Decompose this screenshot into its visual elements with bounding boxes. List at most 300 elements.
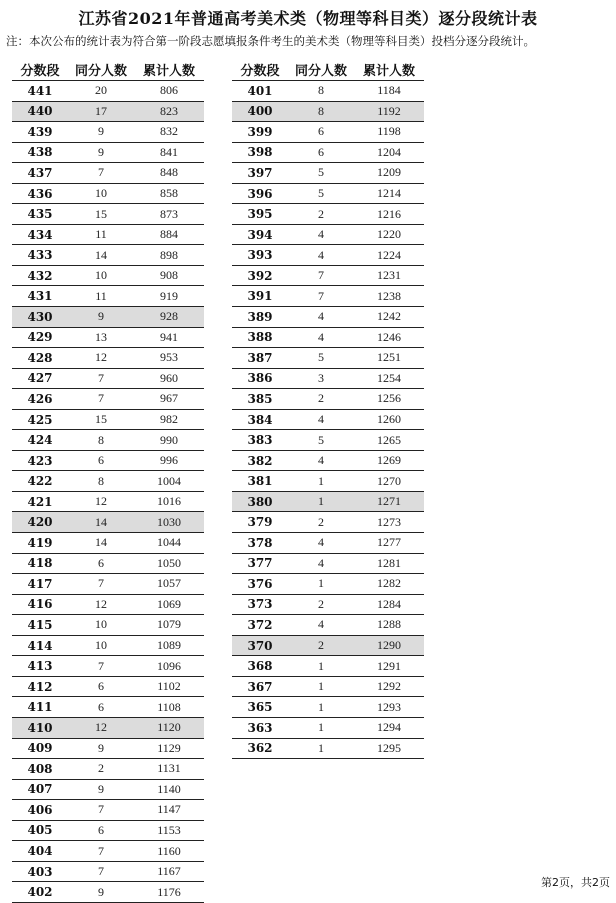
same-count-cell: 8 bbox=[98, 432, 104, 447]
score-cell: 410 bbox=[27, 720, 53, 735]
score-cell: 393 bbox=[247, 248, 273, 263]
table-row bbox=[232, 266, 424, 287]
score-cell: 408 bbox=[27, 761, 53, 776]
header-cumulative: 累计人数 bbox=[362, 63, 415, 79]
same-count-cell: 4 bbox=[318, 555, 324, 570]
same-count-cell: 8 bbox=[318, 83, 324, 98]
score-cell: 438 bbox=[27, 145, 53, 160]
same-count-cell: 6 bbox=[98, 679, 104, 694]
table-row bbox=[12, 410, 204, 431]
cumulative-cell: 1120 bbox=[157, 720, 181, 735]
table-note: 注：本次公布的统计表为符合第一阶段志愿填报条件考生的美术类（物理等科目类）投档分逐分段统计。 bbox=[6, 34, 535, 48]
cumulative-cell: 919 bbox=[160, 288, 178, 303]
same-count-cell: 5 bbox=[318, 186, 324, 200]
cumulative-cell: 873 bbox=[160, 206, 178, 221]
table-row bbox=[12, 307, 204, 328]
same-count-cell: 4 bbox=[318, 617, 324, 632]
cumulative-cell: 1271 bbox=[377, 494, 401, 509]
score-cell: 402 bbox=[27, 885, 53, 900]
table-row bbox=[12, 163, 204, 184]
same-count-cell: 1 bbox=[318, 679, 324, 694]
cumulative-cell: 1265 bbox=[377, 432, 401, 447]
score-cell: 409 bbox=[27, 741, 53, 756]
score-cell: 397 bbox=[247, 165, 273, 180]
same-count-cell: 6 bbox=[98, 555, 104, 570]
table-row bbox=[232, 348, 424, 369]
score-cell: 406 bbox=[27, 802, 53, 817]
cumulative-cell: 1282 bbox=[377, 576, 401, 591]
cumulative-cell: 1176 bbox=[157, 884, 181, 899]
same-count-cell: 9 bbox=[98, 124, 104, 139]
same-count-cell: 5 bbox=[318, 350, 324, 365]
table-row bbox=[12, 615, 204, 636]
same-count-cell: 7 bbox=[98, 165, 104, 180]
score-cell: 395 bbox=[247, 207, 273, 222]
cumulative-cell: 1204 bbox=[377, 144, 401, 159]
cumulative-cell: 1269 bbox=[377, 453, 401, 468]
table-row bbox=[12, 882, 204, 903]
same-count-cell: 10 bbox=[95, 268, 107, 283]
same-count-cell: 14 bbox=[95, 514, 107, 529]
same-count-cell: 7 bbox=[98, 391, 104, 406]
table-row bbox=[232, 143, 424, 164]
table-row bbox=[12, 800, 204, 821]
same-count-cell: 14 bbox=[95, 535, 107, 550]
table-row bbox=[232, 410, 424, 431]
table-row bbox=[232, 328, 424, 349]
score-cell: 362 bbox=[247, 741, 273, 756]
cumulative-cell: 1284 bbox=[377, 596, 401, 611]
same-count-cell: 6 bbox=[98, 699, 104, 714]
same-count-cell: 6 bbox=[98, 453, 104, 468]
cumulative-cell: 1260 bbox=[377, 412, 401, 427]
same-count-cell: 9 bbox=[98, 884, 104, 899]
score-cell: 437 bbox=[27, 165, 53, 180]
score-cell: 426 bbox=[27, 391, 53, 406]
header-same-count: 同分人数 bbox=[294, 63, 347, 79]
score-cell: 378 bbox=[247, 535, 273, 550]
same-count-cell: 8 bbox=[98, 473, 104, 488]
score-cell: 421 bbox=[27, 494, 53, 509]
table-row bbox=[12, 533, 204, 554]
cumulative-cell: 1290 bbox=[377, 638, 401, 653]
score-cell: 414 bbox=[27, 638, 53, 653]
same-count-cell: 15 bbox=[95, 206, 107, 221]
table-row bbox=[232, 451, 424, 472]
cumulative-cell: 1292 bbox=[377, 679, 401, 694]
table-row bbox=[12, 204, 204, 225]
table-row bbox=[12, 266, 204, 287]
cumulative-cell: 967 bbox=[160, 391, 178, 406]
same-count-cell: 9 bbox=[98, 144, 104, 159]
cumulative-cell: 823 bbox=[160, 103, 178, 118]
table-row bbox=[12, 718, 204, 739]
score-cell: 403 bbox=[27, 864, 53, 879]
same-count-cell: 5 bbox=[318, 432, 324, 447]
cumulative-cell: 1295 bbox=[377, 740, 401, 755]
cumulative-cell: 1224 bbox=[377, 247, 401, 262]
cumulative-cell: 982 bbox=[160, 412, 178, 427]
header-cumulative: 累计人数 bbox=[142, 63, 195, 79]
cumulative-cell: 1294 bbox=[377, 720, 401, 735]
table-row bbox=[12, 430, 204, 451]
score-cell: 387 bbox=[247, 350, 273, 365]
table-row bbox=[12, 636, 204, 657]
same-count-cell: 12 bbox=[95, 350, 107, 365]
table-row bbox=[232, 656, 424, 677]
score-cell: 413 bbox=[27, 659, 53, 674]
same-count-cell: 10 bbox=[95, 617, 107, 632]
same-count-cell: 7 bbox=[98, 802, 104, 817]
score-cell: 411 bbox=[27, 700, 53, 715]
same-count-cell: 9 bbox=[98, 309, 104, 324]
score-cell: 394 bbox=[247, 227, 273, 242]
same-count-cell: 15 bbox=[95, 412, 107, 427]
table-row bbox=[232, 102, 424, 123]
cumulative-cell: 1129 bbox=[157, 740, 181, 755]
same-count-cell: 10 bbox=[95, 638, 107, 653]
table-row bbox=[232, 389, 424, 410]
table-row bbox=[12, 389, 204, 410]
cumulative-cell: 941 bbox=[160, 329, 178, 344]
table-row bbox=[12, 471, 204, 492]
score-cell: 429 bbox=[27, 330, 53, 345]
score-cell: 389 bbox=[247, 309, 273, 324]
cumulative-cell: 1281 bbox=[377, 555, 401, 570]
same-count-cell: 6 bbox=[98, 822, 104, 837]
cumulative-cell: 1102 bbox=[157, 679, 181, 694]
same-count-cell: 1 bbox=[318, 720, 324, 735]
score-cell: 365 bbox=[247, 700, 273, 715]
table-row bbox=[12, 122, 204, 143]
score-cell: 373 bbox=[247, 597, 273, 612]
same-count-cell: 2 bbox=[318, 206, 324, 221]
same-count-cell: 2 bbox=[98, 761, 104, 776]
table-row bbox=[232, 307, 424, 328]
table-header bbox=[12, 58, 204, 81]
table-row bbox=[12, 841, 204, 862]
score-cell: 372 bbox=[247, 617, 273, 632]
same-count-cell: 6 bbox=[318, 144, 324, 159]
cumulative-cell: 884 bbox=[160, 227, 178, 242]
score-cell: 433 bbox=[27, 248, 53, 263]
same-count-cell: 1 bbox=[318, 576, 324, 591]
table-row bbox=[12, 225, 204, 246]
score-cell: 435 bbox=[27, 207, 53, 222]
table-row bbox=[12, 512, 204, 533]
same-count-cell: 4 bbox=[318, 227, 324, 242]
score-cell: 427 bbox=[27, 371, 53, 386]
cumulative-cell: 1167 bbox=[157, 864, 181, 879]
same-count-cell: 5 bbox=[318, 165, 324, 180]
same-count-cell: 7 bbox=[98, 864, 104, 879]
same-count-cell: 13 bbox=[95, 329, 107, 344]
cumulative-cell: 908 bbox=[160, 268, 178, 283]
table-row bbox=[232, 369, 424, 390]
table-header bbox=[232, 58, 424, 81]
cumulative-cell: 996 bbox=[160, 453, 178, 468]
cumulative-cell: 1057 bbox=[157, 576, 181, 591]
cumulative-cell: 1277 bbox=[377, 535, 401, 550]
table-row bbox=[12, 492, 204, 513]
table-row bbox=[12, 328, 204, 349]
same-count-cell: 1 bbox=[318, 494, 324, 509]
same-count-cell: 1 bbox=[318, 473, 324, 488]
same-count-cell: 1 bbox=[318, 699, 324, 714]
score-cell: 425 bbox=[27, 412, 53, 427]
table-row bbox=[232, 81, 424, 102]
cumulative-cell: 1273 bbox=[377, 514, 401, 529]
cumulative-cell: 1140 bbox=[157, 781, 181, 796]
score-cell: 385 bbox=[247, 391, 273, 406]
table-row bbox=[232, 122, 424, 143]
table-row bbox=[12, 184, 204, 205]
cumulative-cell: 1246 bbox=[377, 329, 401, 344]
same-count-cell: 2 bbox=[318, 391, 324, 406]
score-cell: 431 bbox=[27, 289, 53, 304]
score-cell: 392 bbox=[247, 268, 273, 283]
cumulative-cell: 1050 bbox=[157, 555, 181, 570]
score-cell: 407 bbox=[27, 782, 53, 797]
same-count-cell: 6 bbox=[318, 124, 324, 139]
cumulative-cell: 1108 bbox=[157, 699, 181, 714]
table-row bbox=[232, 615, 424, 636]
score-cell: 368 bbox=[247, 659, 273, 674]
cumulative-cell: 1160 bbox=[157, 843, 181, 858]
table-body bbox=[12, 81, 204, 903]
score-cell: 436 bbox=[27, 186, 53, 201]
table-row bbox=[232, 225, 424, 246]
table-row bbox=[232, 636, 424, 657]
score-cell: 376 bbox=[247, 576, 273, 591]
table-row bbox=[232, 718, 424, 739]
table-row bbox=[12, 821, 204, 842]
cumulative-cell: 898 bbox=[160, 247, 178, 262]
page-number: 第2页，共2页 bbox=[541, 876, 610, 889]
score-cell: 412 bbox=[27, 679, 53, 694]
score-cell: 396 bbox=[247, 186, 273, 201]
score-cell: 432 bbox=[27, 268, 53, 283]
table-row bbox=[12, 574, 204, 595]
cumulative-cell: 1291 bbox=[377, 658, 401, 673]
table-row bbox=[232, 697, 424, 718]
header-same-count: 同分人数 bbox=[74, 63, 127, 79]
score-cell: 380 bbox=[247, 494, 273, 509]
cumulative-cell: 1209 bbox=[377, 165, 401, 180]
cumulative-cell: 832 bbox=[160, 124, 178, 139]
same-count-cell: 12 bbox=[95, 494, 107, 509]
table-row bbox=[232, 286, 424, 307]
table-row bbox=[12, 862, 204, 883]
table-row bbox=[12, 739, 204, 760]
score-cell: 382 bbox=[247, 453, 273, 468]
score-cell: 416 bbox=[27, 597, 53, 612]
table-row bbox=[232, 430, 424, 451]
header-score: 分数段 bbox=[240, 63, 280, 79]
table-row bbox=[232, 512, 424, 533]
cumulative-cell: 1216 bbox=[377, 206, 401, 221]
same-count-cell: 2 bbox=[318, 514, 324, 529]
cumulative-cell: 1231 bbox=[377, 268, 401, 283]
same-count-cell: 11 bbox=[95, 288, 107, 303]
cumulative-cell: 953 bbox=[160, 350, 178, 365]
table-row bbox=[12, 451, 204, 472]
table-row bbox=[12, 245, 204, 266]
table-row bbox=[12, 677, 204, 698]
same-count-cell: 2 bbox=[318, 638, 324, 653]
same-count-cell: 4 bbox=[318, 453, 324, 468]
cumulative-cell: 806 bbox=[160, 83, 178, 98]
same-count-cell: 11 bbox=[95, 227, 107, 242]
score-cell: 367 bbox=[247, 679, 273, 694]
table-row bbox=[12, 759, 204, 780]
table-row bbox=[12, 656, 204, 677]
score-cell: 424 bbox=[27, 433, 53, 448]
cumulative-cell: 1192 bbox=[377, 103, 401, 118]
score-cell: 391 bbox=[247, 289, 273, 304]
score-cell: 419 bbox=[27, 535, 53, 550]
same-count-cell: 14 bbox=[95, 247, 107, 262]
cumulative-cell: 1044 bbox=[157, 535, 181, 550]
cumulative-cell: 1220 bbox=[377, 227, 401, 242]
table-body bbox=[232, 81, 424, 759]
score-cell: 370 bbox=[247, 638, 273, 653]
cumulative-cell: 1030 bbox=[157, 514, 181, 529]
table-row bbox=[232, 595, 424, 616]
table-row bbox=[12, 143, 204, 164]
cumulative-cell: 960 bbox=[160, 370, 178, 385]
same-count-cell: 4 bbox=[318, 412, 324, 427]
cumulative-cell: 1153 bbox=[157, 822, 181, 837]
same-count-cell: 1 bbox=[318, 658, 324, 673]
same-count-cell: 9 bbox=[98, 740, 104, 755]
cumulative-cell: 848 bbox=[160, 165, 178, 180]
table-row bbox=[12, 369, 204, 390]
score-cell: 401 bbox=[247, 83, 273, 98]
score-cell: 379 bbox=[247, 515, 273, 530]
score-cell: 399 bbox=[247, 124, 273, 139]
table-row bbox=[232, 554, 424, 575]
same-count-cell: 7 bbox=[98, 576, 104, 591]
score-cell: 434 bbox=[27, 227, 53, 242]
cumulative-cell: 1079 bbox=[157, 617, 181, 632]
cumulative-cell: 1270 bbox=[377, 473, 401, 488]
same-count-cell: 7 bbox=[98, 370, 104, 385]
same-count-cell: 8 bbox=[318, 103, 324, 118]
table-row bbox=[232, 574, 424, 595]
table-row bbox=[12, 102, 204, 123]
same-count-cell: 7 bbox=[98, 658, 104, 673]
score-cell: 398 bbox=[247, 145, 273, 160]
same-count-cell: 10 bbox=[95, 186, 107, 200]
table-row bbox=[12, 81, 204, 102]
cumulative-cell: 1147 bbox=[157, 802, 181, 817]
same-count-cell: 2 bbox=[318, 596, 324, 611]
table-row bbox=[12, 554, 204, 575]
score-cell: 386 bbox=[247, 371, 273, 386]
score-table-left bbox=[12, 58, 204, 903]
table-row bbox=[232, 471, 424, 492]
cumulative-cell: 1069 bbox=[157, 596, 181, 611]
same-count-cell: 3 bbox=[318, 370, 324, 385]
score-cell: 415 bbox=[27, 617, 53, 632]
same-count-cell: 4 bbox=[318, 329, 324, 344]
cumulative-cell: 1198 bbox=[377, 124, 401, 139]
table-row bbox=[232, 739, 424, 760]
same-count-cell: 1 bbox=[318, 740, 324, 755]
score-cell: 377 bbox=[247, 556, 273, 571]
score-cell: 441 bbox=[27, 83, 53, 98]
cumulative-cell: 1184 bbox=[377, 83, 401, 98]
same-count-cell: 7 bbox=[318, 268, 324, 283]
score-cell: 363 bbox=[247, 720, 273, 735]
score-cell: 383 bbox=[247, 433, 273, 448]
same-count-cell: 4 bbox=[318, 309, 324, 324]
same-count-cell: 20 bbox=[95, 83, 107, 98]
score-table-right bbox=[232, 58, 424, 759]
same-count-cell: 7 bbox=[98, 843, 104, 858]
score-cell: 400 bbox=[247, 104, 273, 119]
cumulative-cell: 1238 bbox=[377, 288, 401, 303]
score-cell: 430 bbox=[27, 309, 53, 324]
cumulative-cell: 1256 bbox=[377, 391, 401, 406]
same-count-cell: 9 bbox=[98, 781, 104, 796]
table-row bbox=[232, 184, 424, 205]
cumulative-cell: 1004 bbox=[157, 473, 181, 488]
cumulative-cell: 1089 bbox=[157, 638, 181, 653]
table-row bbox=[12, 780, 204, 801]
score-cell: 404 bbox=[27, 844, 53, 858]
cumulative-cell: 841 bbox=[160, 144, 178, 159]
score-cell: 420 bbox=[27, 515, 53, 530]
cumulative-cell: 1242 bbox=[377, 309, 401, 324]
same-count-cell: 7 bbox=[318, 288, 324, 303]
table-row bbox=[232, 492, 424, 513]
cumulative-cell: 1251 bbox=[377, 350, 401, 365]
cumulative-cell: 1016 bbox=[157, 494, 181, 509]
table-row bbox=[12, 697, 204, 718]
table-row bbox=[12, 348, 204, 369]
cumulative-cell: 1214 bbox=[377, 186, 401, 200]
same-count-cell: 17 bbox=[95, 103, 107, 118]
same-count-cell: 4 bbox=[318, 535, 324, 550]
cumulative-cell: 1288 bbox=[377, 617, 401, 632]
score-cell: 428 bbox=[27, 350, 53, 365]
table-row bbox=[232, 163, 424, 184]
cumulative-cell: 1096 bbox=[157, 658, 181, 673]
score-cell: 418 bbox=[27, 556, 53, 571]
header-score: 分数段 bbox=[20, 63, 60, 79]
same-count-cell: 4 bbox=[318, 247, 324, 262]
cumulative-cell: 928 bbox=[160, 309, 178, 324]
score-cell: 440 bbox=[27, 104, 53, 119]
table-row bbox=[12, 595, 204, 616]
same-count-cell: 12 bbox=[95, 720, 107, 735]
score-cell: 384 bbox=[247, 412, 273, 427]
table-row bbox=[232, 533, 424, 554]
cumulative-cell: 990 bbox=[160, 432, 178, 447]
cumulative-cell: 1293 bbox=[377, 699, 401, 714]
table-row bbox=[12, 286, 204, 307]
page-title: 江苏省2021年普通高考美术类（物理等科目类）逐分段统计表 bbox=[78, 9, 538, 28]
cumulative-cell: 858 bbox=[160, 186, 178, 200]
cumulative-cell: 1131 bbox=[157, 761, 181, 776]
score-cell: 388 bbox=[247, 330, 273, 345]
table-row bbox=[232, 245, 424, 266]
score-cell: 381 bbox=[247, 474, 273, 489]
table-row bbox=[232, 204, 424, 225]
score-cell: 423 bbox=[27, 453, 53, 468]
